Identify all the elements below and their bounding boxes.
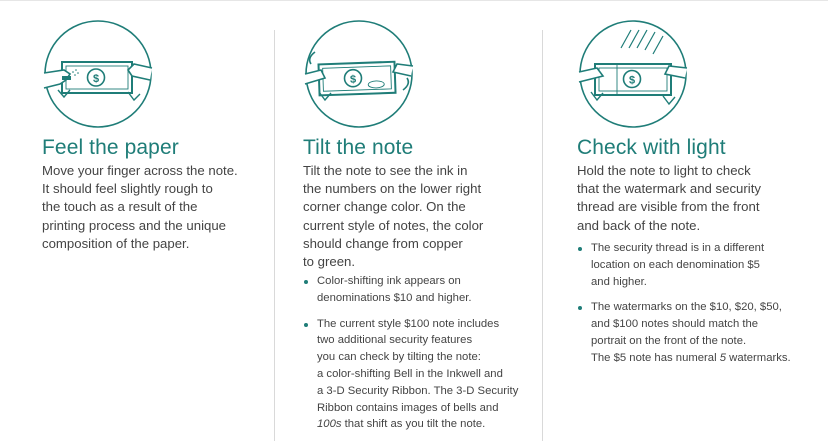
feature-bullet-list [577, 240, 791, 376]
list-item: The current style $100 note includes two additional security features you can check by tilting the note: a color-shifting Bell in the Inkwell and a 3-D Security Ribbon. The 3-D Security Ribbon contains images of bells and 100s that shift as you tilt the note. [303, 316, 518, 434]
tilt-note-icon [303, 18, 415, 130]
list-item: Color-shifting ink appears on denominations $10 and higher. [303, 273, 518, 307]
feature-title: Tilt the note [303, 136, 414, 159]
feature-description: Tilt the note to see the ink in the numbers on the lower right corner change color. On the current style of notes, the color should change from copper to green. [303, 163, 484, 270]
svg-text:$: $ [628, 74, 636, 87]
feature-title: Feel the paper [42, 136, 179, 159]
feature-description: Hold the note to light to check that the watermark and security thread are visible from the front and back of the note. [577, 163, 761, 233]
list-item: The watermarks on the $10, $20, $50, and $100 notes should match the portrait on the front of the note. The $5 note has numeral 5 watermarks. [577, 299, 791, 366]
feature-description: Move your finger across the note. It should feel slightly rough to the touch as a result of the printing process and the unique composition of the paper. [42, 163, 238, 251]
column-divider [542, 30, 543, 441]
svg-text:$: $ [349, 73, 357, 86]
light-note-icon [577, 18, 689, 130]
top-border [0, 0, 828, 1]
feature-title: Check with light [577, 136, 726, 159]
svg-text:$: $ [92, 73, 100, 85]
feature-bullet-list [303, 273, 518, 442]
feel-note-icon [42, 18, 154, 130]
list-item: The security thread is in a different location on each denomination $5 and higher. [577, 240, 791, 290]
column-divider [274, 30, 275, 441]
